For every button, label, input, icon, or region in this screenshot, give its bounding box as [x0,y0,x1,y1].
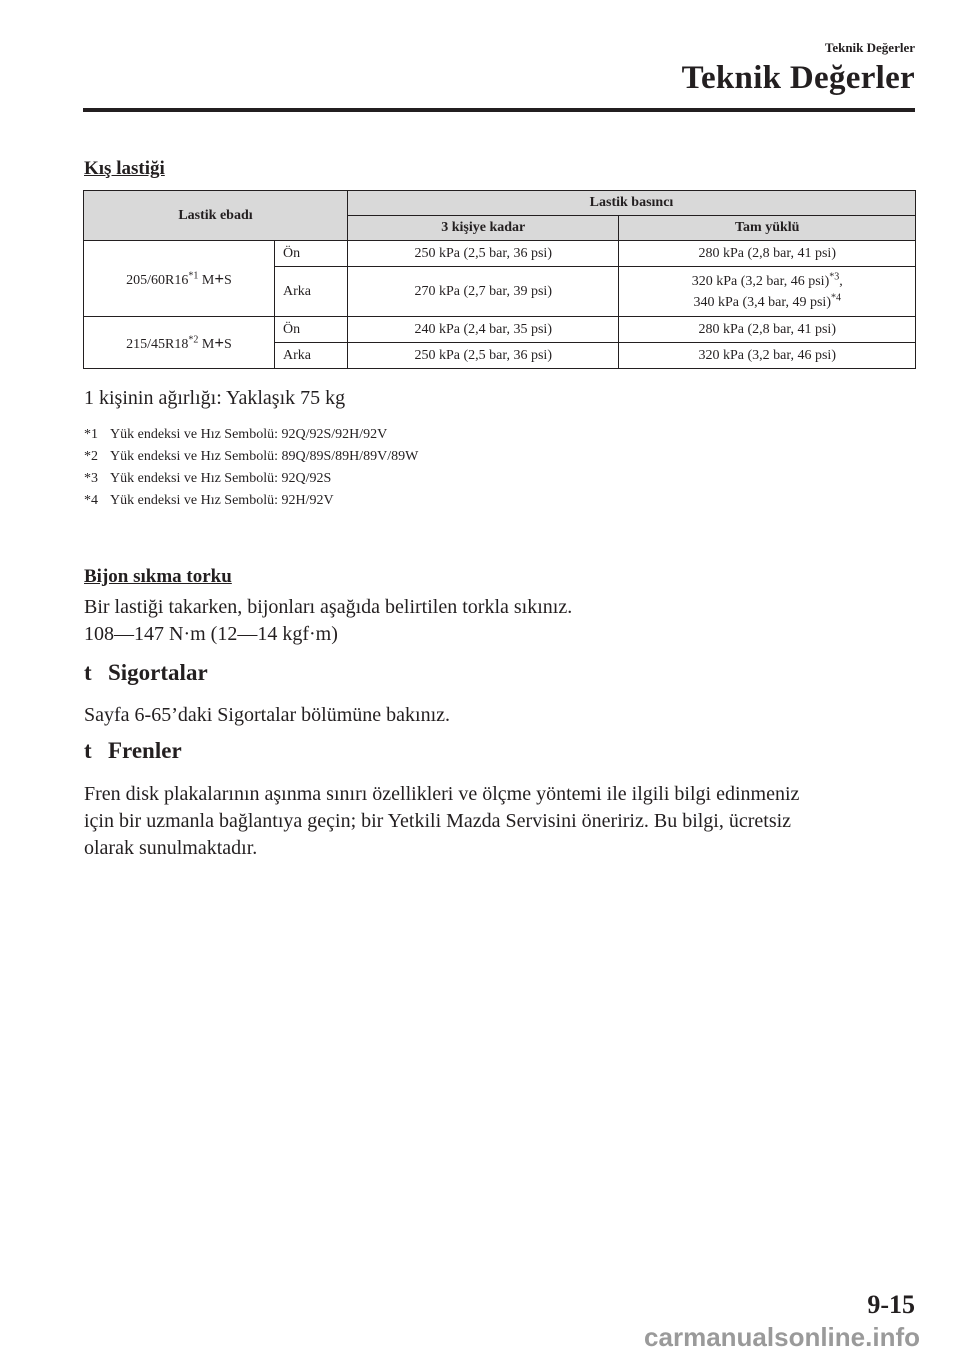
pressure-cell: 240 kPa (2,4 bar, 35 psi) [348,317,619,343]
pressure-cell: 270 kPa (2,7 bar, 39 psi) [348,267,619,317]
pressure-cell: 250 kPa (2,5 bar, 36 psi) [348,241,619,267]
footnote-item: *4 Yük endeksi ve Hız Sembolü: 92H/92V [84,493,334,508]
watermark: carmanualsonline.info [644,1322,920,1352]
header-full-load: Tam yüklü [619,216,916,241]
running-header: Teknik Değerler [824,40,915,55]
lug-nut-title: Bijon sıkma torku [84,566,232,587]
pressure-cell: 280 kPa (2,8 bar, 41 psi) [619,241,916,267]
header-tire-pressure: Lastik basıncı [348,191,916,216]
header-rule [83,108,915,112]
footnote-list [84,424,418,512]
position-front: Ön [275,241,348,267]
fuses-text: Sayfa 6-65’daki Sigortalar bölümüne bakınız. [84,704,451,726]
plus-icon: + [214,268,225,288]
pressure-cell: 280 kPa (2,8 bar, 41 psi) [619,317,916,343]
pressure-cell: 320 kPa (3,2 bar, 46 psi) [619,343,916,369]
lug-nut-text: Bir lastiği takarken, bijonları aşağıda belirtilen torkla sıkınız. 108—147 N·m (12—14 kgf·m) [84,596,573,645]
header-tire-size: Lastik ebadı [84,191,348,241]
footnote-item: *2 Yük endeksi ve Hız Sembolü: 89Q/89S/89H/89V/89W [84,449,419,464]
bullet-icon: t [84,660,92,685]
bullet-icon: t [84,738,92,763]
fuses-heading: t Sigortalar [84,660,208,685]
tire-pressure-table [83,190,916,369]
footnote-item: *1 Yük endeksi ve Hız Sembolü: 92Q/92S/92H/92V [84,427,388,442]
brakes-text: Fren disk plakalarının aşınma sınırı özellikleri ve ölçme yöntemi ile ilgili bilgi edinmeniz için bir uzmanla bağlantıya geçin; bir Yetkili Mazda Servisini öneririz. Bu bilgi, ücretsiz olarak sunulmaktadır. [84,783,800,859]
tire-size-cell: 215/45R18$^{*2}$ M+S [84,317,275,369]
plus-icon: + [214,332,225,352]
chapter-title: Teknik Değerler [681,60,915,96]
table-row [84,317,916,343]
pressure-cell: 250 kPa (2,5 bar, 36 psi) [348,343,619,369]
position-front: Ön [275,317,348,343]
position-rear: Arka [275,267,348,317]
page-number: 9-15 [867,1290,915,1319]
winter-tire-title: Kış lastiği [84,158,165,179]
tire-size-cell: 205/60R16$^{*1}$ M+S [84,241,275,317]
footnote-item: *3 Yük endeksi ve Hız Sembolü: 92Q/92S [84,471,332,486]
weight-note: 1 kişinin ağırlığı: Yaklaşık 75 kg [84,387,346,409]
table-row [84,241,916,267]
header-up-to-3: 3 kişiye kadar [348,216,619,241]
brakes-heading: t Frenler [84,738,182,763]
position-rear: Arka [275,343,348,369]
pressure-cell: 320 kPa (3,2 bar, 46 psi)$^{*3}$, 340 kPa (3,4 bar, 49 psi)$^{*4}$ [619,267,916,317]
